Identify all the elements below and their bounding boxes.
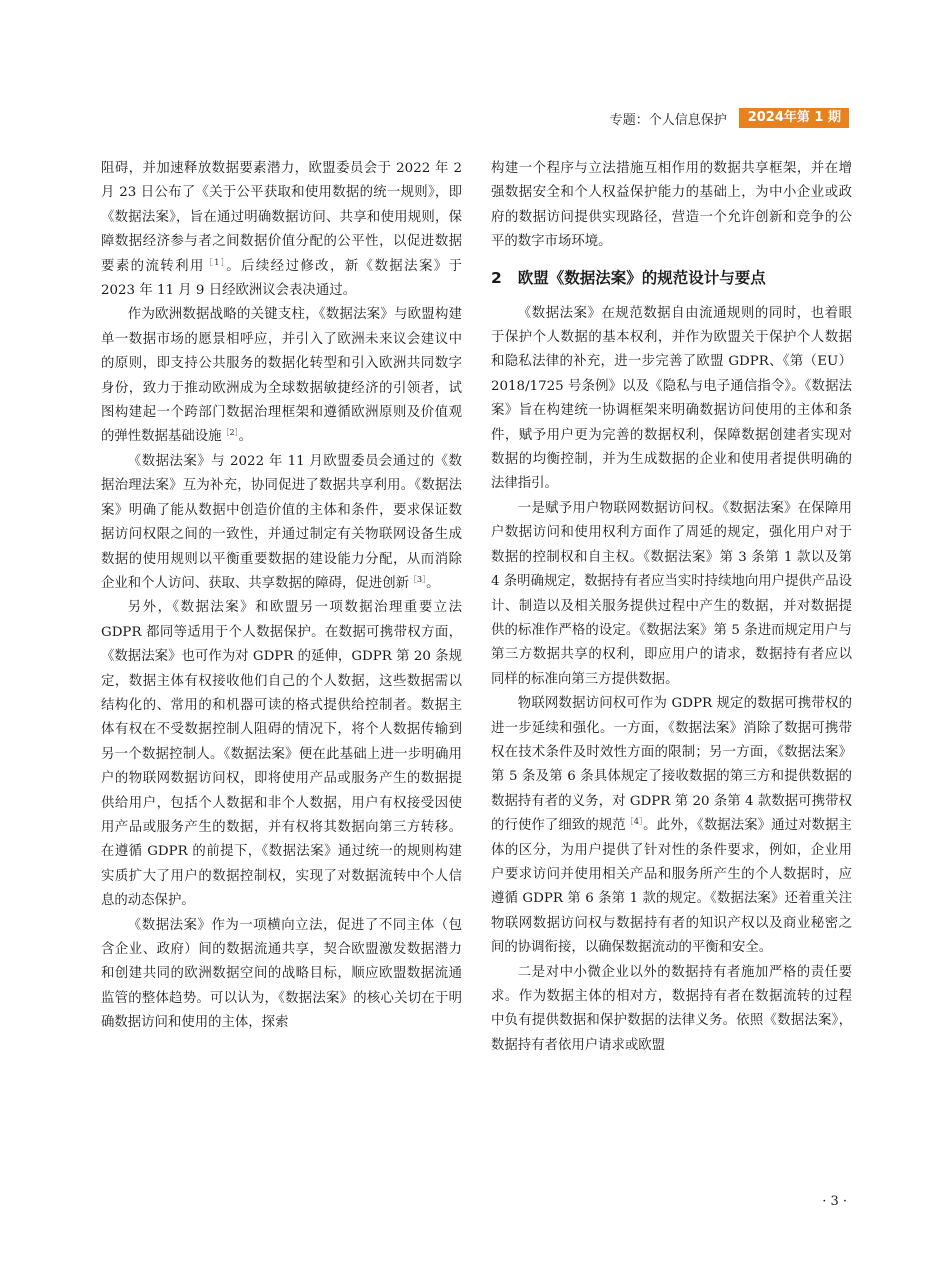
paragraph — [491, 497, 852, 692]
paragraph-text: 阻碍，并加速释放数据要素潜力，欧盟委员会于 2022 年 2 月 23 日公布了《关于公平获取和使用数据的统一规则》，即《数据法案》，旨在通过明确数据访问、共享和使用规则，保障数据经济参与者之间数据价值分配的公平性，以促进数据要素的流转利用 — [101, 161, 462, 274]
paragraph — [101, 914, 462, 1036]
issue-badge: 2024年第 1 期 — [739, 108, 849, 128]
right-column-bottom — [491, 302, 852, 1059]
paragraph-text: 作为欧洲数据战略的关键支柱，《数据法案》与欧盟构建单一数据市场的愿景相呼应，并引入了欧洲未来议会建议中的原则，即支持公共服务的数据化转型和引入欧洲共同数字身份，致力于推动欧洲成为全球数据敏捷经济的引领者，试图构建起一个跨部门数据治理框架和遵循欧洲原则及价值观的弹性数据基础设施 — [101, 307, 462, 445]
paragraph-text: 。 — [426, 575, 440, 591]
paragraph — [491, 692, 852, 960]
paragraph-text: 物联网数据访问权可作为 GDPR 规定的数据可携带权的进一步延续和强化。一方面，《数据法案》消除了数据可携带权在技术条件及时效性方面的限制；另一方面，《数据法案》第 5 条及第 6 条具体规定了接收数据的第三方和提供数据的数据持有者的义务，对 GDPR 第 20 条第 4 款数据可携带权的行使作了细致的规范 — [491, 696, 852, 834]
page-number: · 3 · — [822, 1194, 847, 1209]
paragraph-text: 《数据法案》作为一项横向立法，促进了不同主体（包含企业、政府）间的数据流通共享，契合欧盟激发数据潜力和创建共同的欧洲数据空间的战略目标，顺应欧盟数据流通监管的整体趋势。可以认为，《数据法案》的核心关切在于明确数据访问和使用的主体，探索 — [101, 917, 462, 1031]
paragraph-text: 。此外，《数据法案》通过对数据主体的区分，为用户提供了针对性的条件要求，例如，企业用户要求访问并使用相关产品和服务所产生的个人数据时，应遵循 GDPR 第 6 条第 1 款的规定。《数据法案》还着重关注物联网数据访问权与数据持有者的知识产权以及商业秘密之间的协调衔接，以确保数据流动的平衡和安全。 — [491, 818, 852, 956]
paragraph-text: 二是对中小微企业以外的数据持有者施加严格的责任要求。作为数据主体的相对方，数据持有者在数据流转的过程中负有提供数据和保护数据的法律义务。依照《数据法案》，数据持有者依用户请求或欧盟 — [491, 964, 852, 1053]
paragraph-text: 另外，《数据法案》和欧盟另一项数据治理重要立法 GDPR 都同等适用于个人数据保护。在数据可携带权方面，《数据法案》也可作为对 GDPR 的延伸，GDPR 第 20 条规定，数据主体有权接收他们自己的个人数据，这些数据需以结构化的、常用的和机器可读的格式提供给控制者。数据主体有权在不受数据控制人阻碍的情况下，将个人数据传输到另一个数据控制人。《数据法案》便在此基础上进一步明确用户的物联网数据访问权，即将使用产品或服务产生的数据提供给用户，包括个人数据和非个人数据，用户有权接受因使用产品或服务产生的数据，并有权将其数据向第三方转移。在遵循 GDPR 的前提下，《数据法案》通过统一的规则构建实质扩大了用户的数据控制权，实现了对数据流转中个人信息的动态保护。 — [101, 600, 462, 909]
section-heading — [491, 266, 852, 290]
right-column-top — [491, 157, 852, 255]
paragraph — [101, 596, 462, 913]
paragraph-text: 一是赋予用户物联网数据访问权。《数据法案》在保障用户数据访问和使用权利方面作了周延的规定，强化用户对于数据的控制权和自主权。《数据法案》第 3 条第 1 款以及第 4 条明确规定，数据持有者应当实时持续地向用户提供产品设计、制造以及相关服务提供过程中产生的数据，并对数据提供的标准作严格的设定。《数据法案》第 5 条进而规定用户与第三方数据共享的权利，即应用户的请求，数据持有者应以同样的标准向第三方提供数据。 — [491, 500, 852, 687]
paragraph-text: 。后续经过修改，新《数据法案》于 2023 年 11 月 9 日经欧洲议会表决通过。 — [101, 258, 463, 299]
header-topic: 专题：个人信息保护 — [609, 112, 727, 128]
paragraph — [101, 157, 462, 303]
left-column — [101, 157, 462, 1036]
citation-ref: ［1］ — [204, 257, 227, 267]
right-column — [491, 157, 852, 1058]
paragraph — [491, 157, 852, 255]
running-header — [610, 108, 849, 128]
paragraph — [491, 302, 852, 497]
paragraph-text: 《数据法案》与 2022 年 11 月欧盟委员会通过的《数据治理法案》互为补充，协同促进了数据共享利用。《数据法案》明确了能从数据中创造价值的主体和条件，要求保证数据访问权限之间的一致性，并通过制定有关物联网设备生成数据的使用规则以平衡重要数据的建设能力分配，从而消除企业和个人访问、获取、共享数据的障碍，促进创新 — [101, 453, 462, 591]
paragraph — [101, 450, 462, 596]
section-number: 2 — [491, 268, 502, 287]
paragraph — [491, 961, 852, 1059]
paragraph-text: 。 — [238, 429, 252, 445]
paragraph-text: 构建一个程序与立法措施互相作用的数据共享框架，并在增强数据安全和个人权益保护能力的基础上，为中小企业或政府的数据访问提供实现路径，营造一个允许创新和竞争的公平的数字市场环境。 — [491, 161, 852, 250]
citation-ref: ［3］ — [408, 574, 427, 584]
paragraph-text: 《数据法案》在规范数据自由流通规则的同时，也着眼于保护个人数据的基本权利，并作为欧盟关于保护个人数据和隐私法律的补充，进一步完善了欧盟 GDPR、《第（EU）2018/1725 号条例》以及《隐私与电子通信指令》。《数据法案》旨在构建统一协调框架来明确数据访问使用的主体和条件，赋予用户更为完善的数据权利，保障数据创建者实现对数据的均衡控制，并为生成数据的企业和使用者提供明确的法律指引。 — [491, 305, 852, 492]
citation-ref: ［4］ — [625, 817, 644, 827]
paragraph — [101, 303, 462, 449]
citation-ref: ［2］ — [221, 428, 239, 438]
section-title: 欧盟《数据法案》的规范设计与要点 — [517, 268, 766, 287]
